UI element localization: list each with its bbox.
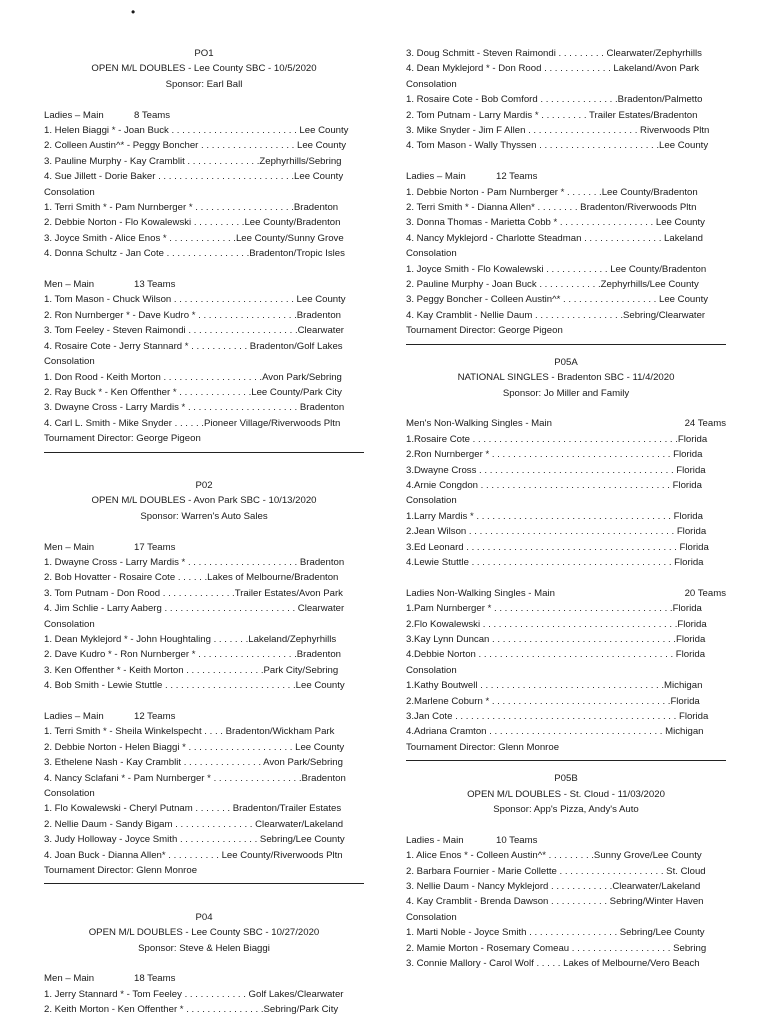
- result-line: 4.Lewie Stuttle . . . . . . . . . . . . . . . . . . . . . . . . . . . . . . . . . . . . . . Florida: [406, 556, 704, 568]
- group-count: 8 Teams: [134, 109, 171, 121]
- result-line: 2. Debbie Norton - Helen Biaggi * . . . . . . . . . . . . . . . . . . . . Lee County: [44, 741, 345, 753]
- group-count: 20 Teams: [684, 587, 726, 599]
- result-line: 3. Ethelene Nash - Kay Cramblit . . . . . . . . . . . . . . . Avon Park/Sebring: [44, 757, 343, 769]
- section-title: OPEN M/L DOUBLES - Lee County SBC - 10/5/2020: [91, 63, 317, 75]
- spacer: [44, 894, 364, 909]
- spacer: [44, 956, 364, 971]
- result-line: 1. Dean Myklejord * - John Houghtaling . . . . . . .Lakeland/Zephyrhills: [44, 633, 337, 645]
- result-line: 4. Bob Smith - Lewie Stuttle . . . . . . . . . . . . . . . . . . . . . . . . .Lee County: [44, 680, 345, 692]
- section-sponsor: Sponsor: App's Pizza, Andy's Auto: [493, 804, 639, 816]
- group-heading: [406, 416, 726, 431]
- group-label: Ladies Non-Walking Singles - Main: [406, 587, 555, 599]
- result-line: 1. Helen Biaggi * - Joan Buck . . . . . . . . . . . . . . . . . . . . . . . . Lee County: [44, 125, 349, 137]
- result-line: 2. Tom Putnam - Larry Mardis * . . . . . . . . . Trailer Estates/Bradenton: [406, 109, 698, 121]
- tournament-director: Tournament Director: Glenn Monroe: [44, 865, 198, 877]
- group-label: Ladies - Main: [406, 834, 464, 846]
- result-line: 1. Rosaire Cote - Bob Comford . . . . . . . . . . . . . . .Bradenton/Palmetto: [406, 94, 703, 106]
- group-heading: [44, 354, 364, 369]
- result-line: 2. Keith Morton - Ken Offenther * . . . . . . . . . . . . . . .Sebring/Park City: [44, 1004, 339, 1016]
- group-heading: [44, 540, 364, 555]
- result-line: 2.Jean Wilson . . . . . . . . . . . . . . . . . . . . . . . . . . . . . . . . . . . . . . . Florida: [406, 526, 707, 538]
- group-count: 13 Teams: [134, 279, 176, 291]
- result-line: 4. Joan Buck - Dianna Allen* . . . . . . . . . . Lee County/Riverwoods Pltn: [44, 849, 343, 861]
- group-heading: [44, 709, 364, 724]
- top-mark: •: [131, 5, 136, 19]
- result-line: 4.Debbie Norton . . . . . . . . . . . . . . . . . . . . . . . . . . . . . . . . . . . . . Florida: [406, 649, 706, 661]
- spacer: [44, 524, 364, 539]
- section-sponsor: Sponsor: Warren's Auto Sales: [140, 510, 268, 522]
- tournament-section: [44, 46, 364, 453]
- group-heading: [44, 971, 364, 986]
- result-line: 4.Arnie Congdon . . . . . . . . . . . . . . . . . . . . . . . . . . . . . . . . . . . . Florida: [406, 479, 702, 491]
- group-heading: [44, 277, 364, 292]
- section-title: OPEN M/L DOUBLES - Avon Park SBC - 10/13/2020: [91, 495, 317, 507]
- result-line: 4. Nancy Sclafani * - Pam Nurnberger * . . . . . . . . . . . . . . . . .Bradenton: [44, 772, 346, 784]
- tournament-director: Tournament Director: George Pigeon: [406, 325, 563, 337]
- spacer: [406, 570, 726, 585]
- group-label: Ladies – Main: [44, 109, 104, 121]
- result-line: 3. Mike Snyder - Jim F Allen . . . . . . . . . . . . . . . . . . . . . Riverwoods Pltn: [406, 125, 710, 137]
- section-divider: [406, 760, 726, 761]
- result-line: 1. Flo Kowalewski - Cheryl Putnam . . . . . . . Bradenton/Trailer Estates: [44, 803, 342, 815]
- result-line: 2. Pauline Murphy - Joan Buck . . . . . . . . . . . .Zephyrhills/Lee County: [406, 279, 699, 291]
- section-code: P02: [195, 479, 213, 491]
- spacer: [406, 154, 726, 169]
- group-count: 12 Teams: [134, 710, 176, 722]
- section-sponsor: Sponsor: Earl Ball: [165, 78, 243, 90]
- spacer: [406, 401, 726, 416]
- result-line: 3. Tom Feeley - Steven Raimondi . . . . . . . . . . . . . . . . . . . . .Clearwater: [44, 325, 344, 337]
- result-line: 1. Alice Enos * - Colleen Austin^* . . . . . . . . .Sunny Grove/Lee County: [406, 850, 702, 862]
- group-heading: [406, 910, 726, 925]
- group-label: Consolation: [406, 248, 457, 260]
- result-line: 4. Donna Schultz - Jan Cote . . . . . . . . . . . . . . . .Bradenton/Tropic Isles: [44, 248, 345, 260]
- section-sponsor: Sponsor: Steve & Helen Biaggi: [138, 942, 270, 954]
- group-label: Consolation: [44, 788, 95, 800]
- result-line: 4. Dean Myklejord * - Don Rood . . . . . . . . . . . . . Lakeland/Avon Park: [406, 63, 700, 75]
- group-label: Consolation: [406, 495, 457, 507]
- result-line: 1.Pam Nurnberger * . . . . . . . . . . . . . . . . . . . . . . . . . . . . . . . . . .Florida: [406, 603, 702, 615]
- result-line: 3. Dwayne Cross - Larry Mardis * . . . . . . . . . . . . . . . . . . . . . Bradenton: [44, 402, 345, 414]
- result-line: 4. Rosaire Cote - Jerry Stannard * . . . . . . . . . . . Bradenton/Golf Lakes: [44, 340, 343, 352]
- section-divider: [44, 883, 364, 884]
- group-label: Men's Non-Walking Singles - Main: [406, 418, 552, 430]
- result-line: 1. Terri Smith * - Sheila Winkelspecht . . . . Bradenton/Wickham Park: [44, 726, 335, 738]
- group-label: Men – Main: [44, 973, 95, 985]
- result-line: 3. Judy Holloway - Joyce Smith . . . . . . . . . . . . . . . Sebring/Lee County: [44, 834, 345, 846]
- group-heading: [406, 246, 726, 261]
- result-line: 4.Adriana Cramton . . . . . . . . . . . . . . . . . . . . . . . . . . . . . . . . . Michigan: [406, 726, 704, 738]
- result-line: 3. Joyce Smith - Alice Enos * . . . . . . . . . . . . .Lee County/Sunny Grove: [44, 232, 344, 244]
- result-line: 2. Debbie Norton - Flo Kowalewski . . . . . . . . . .Lee County/Bradenton: [44, 217, 341, 229]
- result-line: 4. Kay Cramblit - Brenda Dawson . . . . . . . . . . . Sebring/Winter Haven: [406, 896, 704, 908]
- spacer: [44, 92, 364, 107]
- result-line: 2. Mamie Morton - Rosemary Comeau . . . . . . . . . . . . . . . . . . . Sebring: [406, 942, 707, 954]
- section-title: OPEN M/L DOUBLES - Lee County SBC - 10/27/2020: [88, 927, 320, 939]
- result-line: 4. Carl L. Smith - Mike Snyder . . . . . .Pioneer Village/Riverwoods Pltn: [44, 417, 341, 429]
- result-line: 2.Marlene Coburn * . . . . . . . . . . . . . . . . . . . . . . . . . . . . . . . . . .Florida: [406, 695, 700, 707]
- result-line: 2. Dave Kudro * - Ron Nurnberger * . . . . . . . . . . . . . . . . . . .Bradenton: [44, 649, 342, 661]
- group-label: Consolation: [406, 664, 457, 676]
- result-line: 1.Rosaire Cote . . . . . . . . . . . . . . . . . . . . . . . . . . . . . . . . . . . . . . .Florida: [406, 433, 708, 445]
- result-line: 3. Pauline Murphy - Kay Cramblit . . . . . . . . . . . . . .Zephyrhills/Sebring: [44, 155, 342, 167]
- group-heading: [406, 663, 726, 678]
- result-line: 1.Larry Mardis * . . . . . . . . . . . . . . . . . . . . . . . . . . . . . . . . . . . . . Florida: [406, 510, 703, 522]
- result-line: 1. Tom Mason - Chuck Wilson . . . . . . . . . . . . . . . . . . . . . . . Lee County: [44, 294, 346, 306]
- left-column: [44, 46, 364, 1018]
- group-heading: [44, 786, 364, 801]
- section-title: NATIONAL SINGLES - Bradenton SBC - 11/4/2020: [457, 372, 675, 384]
- group-count: 24 Teams: [684, 418, 726, 430]
- group-heading: [406, 586, 726, 601]
- spacer: [44, 694, 364, 709]
- section-title: OPEN M/L DOUBLES - St. Cloud - 11/03/2020: [467, 788, 665, 800]
- result-line: 3. Donna Thomas - Marietta Cobb * . . . . . . . . . . . . . . . . . . Lee County: [406, 217, 705, 229]
- result-line: 2. Bob Hovatter - Rosaire Cote . . . . . .Lakes of Melbourne/Bradenton: [44, 572, 339, 584]
- result-line: 2. Colleen Austin^* - Peggy Boncher . . . . . . . . . . . . . . . . . . Lee County: [44, 140, 347, 152]
- result-line: 2. Ray Buck * - Ken Offenther * . . . . . . . . . . . . . .Lee County/Park City: [44, 386, 342, 398]
- result-line: 1. Joyce Smith - Flo Kowalewski . . . . . . . . . . . . Lee County/Bradenton: [406, 263, 707, 275]
- group-heading: [406, 169, 726, 184]
- section-code: P04: [195, 911, 213, 923]
- result-line: 1. Debbie Norton - Pam Nurnberger * . . . . . . .Lee County/Bradenton: [406, 186, 698, 198]
- section-code: P05A: [554, 356, 578, 368]
- result-line: 4. Jim Schlie - Larry Aaberg . . . . . . . . . . . . . . . . . . . . . . . . . Clearwater: [44, 603, 345, 615]
- result-line: 1. Terri Smith * - Pam Nurnberger * . . . . . . . . . . . . . . . . . . .Bradenton: [44, 202, 339, 214]
- result-line: 2. Barbara Fournier - Marie Collette . . . . . . . . . . . . . . . . . . . . St. Cloud: [406, 865, 706, 877]
- result-line: 1. Dwayne Cross - Larry Mardis * . . . . . . . . . . . . . . . . . . . . . Bradenton: [44, 556, 345, 568]
- result-line: 4. Tom Mason - Wally Thyssen . . . . . . . . . . . . . . . . . . . . . . .Lee County: [406, 140, 709, 152]
- result-line: 2.Ron Nurnberger * . . . . . . . . . . . . . . . . . . . . . . . . . . . . . . . . . . Florida: [406, 449, 703, 461]
- right-column: [406, 46, 726, 972]
- spacer: [44, 262, 364, 277]
- result-line: 3. Connie Mallory - Carol Wolf . . . . . Lakes of Melbourne/Vero Beach: [406, 958, 700, 970]
- group-count: 17 Teams: [134, 541, 176, 553]
- result-line: 3.Ed Leonard . . . . . . . . . . . . . . . . . . . . . . . . . . . . . . . . . . . . . . . . Florida: [406, 541, 709, 553]
- group-label: Consolation: [44, 618, 95, 630]
- result-line: 3.Dwayne Cross . . . . . . . . . . . . . . . . . . . . . . . . . . . . . . . . . . . . . Florida: [406, 464, 706, 476]
- tournament-section: [406, 771, 726, 971]
- spacer: [44, 463, 364, 478]
- group-heading: [406, 493, 726, 508]
- tournament-director: Tournament Director: George Pigeon: [44, 433, 201, 445]
- group-label: Consolation: [44, 356, 95, 368]
- group-label: Men – Main: [44, 279, 95, 291]
- group-label: Ladies – Main: [44, 710, 104, 722]
- group-label: Consolation: [406, 78, 457, 90]
- result-line: 2.Flo Kowalewski . . . . . . . . . . . . . . . . . . . . . . . . . . . . . . . . . . . . .Florida: [406, 618, 707, 630]
- tournament-section: [406, 355, 726, 762]
- result-line: 1.Kathy Boutwell . . . . . . . . . . . . . . . . . . . . . . . . . . . . . . . . . . .Michigan: [406, 680, 703, 692]
- group-count: 12 Teams: [496, 171, 538, 183]
- group-heading: [44, 617, 364, 632]
- tournament-section: [44, 463, 364, 885]
- section-divider: [44, 452, 364, 453]
- result-line: 3.Kay Lynn Duncan . . . . . . . . . . . . . . . . . . . . . . . . . . . . . . . . . . .Florida: [406, 633, 706, 645]
- group-label: Consolation: [406, 911, 457, 923]
- group-count: 10 Teams: [496, 834, 538, 846]
- tournament-director: Tournament Director: Glenn Monroe: [406, 741, 560, 753]
- result-line: 1. Don Rood - Keith Morton . . . . . . . . . . . . . . . . . . .Avon Park/Sebring: [44, 371, 342, 383]
- section-divider: [406, 344, 726, 345]
- result-line: 3. Peggy Boncher - Colleen Austin^* . . . . . . . . . . . . . . . . . . Lee County: [406, 294, 709, 306]
- result-line: 4. Kay Cramblit - Nellie Daum . . . . . . . . . . . . . . . . .Sebring/Clearwater: [406, 309, 706, 321]
- result-line: 4. Nancy Myklejord - Charlotte Steadman . . . . . . . . . . . . . . . Lakeland: [406, 232, 703, 244]
- group-count: 18 Teams: [134, 973, 176, 985]
- result-line: 1. Jerry Stannard * - Tom Feeley . . . . . . . . . . . . Golf Lakes/Clearwater: [44, 988, 344, 1000]
- section-code: PO1: [194, 48, 214, 59]
- group-heading: [406, 77, 726, 92]
- section-code: P05B: [554, 773, 578, 785]
- spacer: [406, 817, 726, 832]
- result-line: 2. Nellie Daum - Sandy Bigam . . . . . . . . . . . . . . . Clearwater/Lakeland: [44, 818, 344, 830]
- tournament-section: [44, 894, 364, 1017]
- result-line: 3. Doug Schmitt - Steven Raimondi . . . . . . . . . Clearwater/Zephyrhills: [406, 48, 702, 59]
- group-label: Men – Main: [44, 541, 95, 553]
- result-line: 1. Marti Noble - Joyce Smith . . . . . . . . . . . . . . . . . Sebring/Lee County: [406, 927, 705, 939]
- group-heading: [44, 185, 364, 200]
- group-label: Consolation: [44, 186, 95, 198]
- result-line: 4. Sue Jillett - Dorie Baker . . . . . . . . . . . . . . . . . . . . . . . . . .Lee County: [44, 171, 344, 183]
- section-sponsor: Sponsor: Jo Miller and Family: [502, 387, 630, 399]
- result-line: 3. Tom Putnam - Don Rood . . . . . . . . . . . . . .Trailer Estates/Avon Park: [44, 587, 343, 599]
- group-heading: [406, 833, 726, 848]
- group-label: Ladies – Main: [406, 171, 466, 183]
- result-line: 2. Terri Smith * - Dianna Allen* . . . . . . . . Bradenton/Riverwoods Pltn: [406, 202, 697, 214]
- result-line: 3. Ken Offenther * - Keith Morton . . . . . . . . . . . . . . .Park City/Sebring: [44, 664, 339, 676]
- group-heading: [44, 108, 364, 123]
- result-line: 2. Ron Nurnberger * - Dave Kudro * . . . . . . . . . . . . . . . . . . .Bradenton: [44, 309, 342, 321]
- result-line: 3. Nellie Daum - Nancy Myklejord . . . . . . . . . . . .Clearwater/Lakeland: [406, 881, 701, 893]
- result-line: 3.Jan Cote . . . . . . . . . . . . . . . . . . . . . . . . . . . . . . . . . . . . . . . . . . Florida: [406, 711, 709, 723]
